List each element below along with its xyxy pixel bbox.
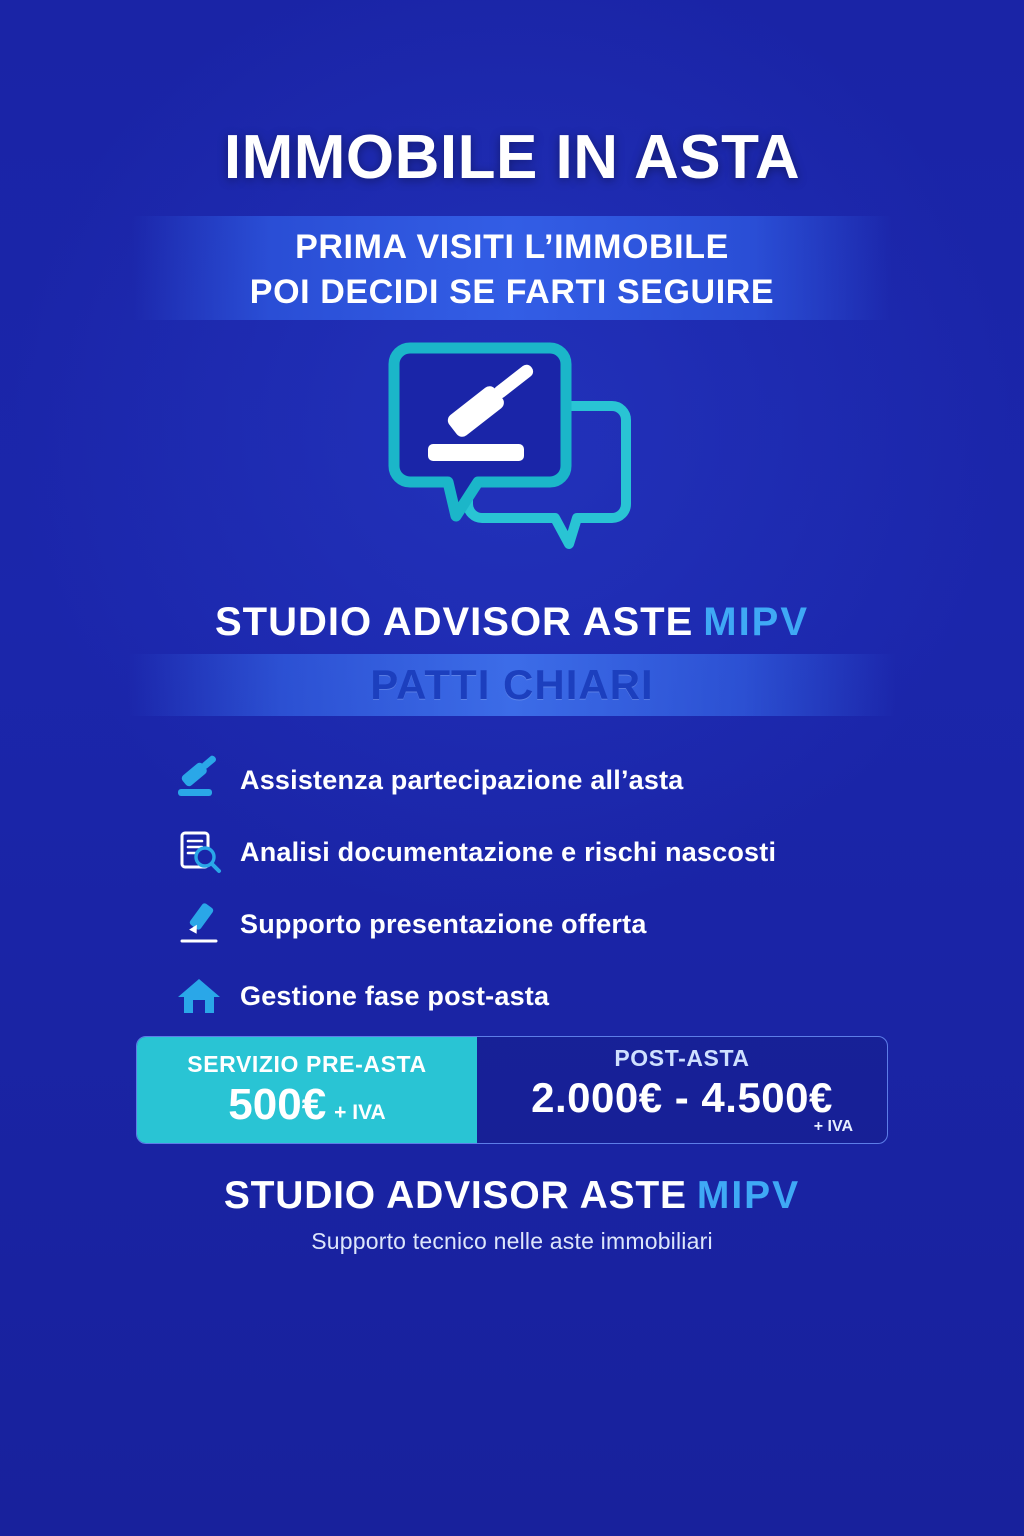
pricing-post-asta <box>477 1037 887 1143</box>
gavel-speech-bubble-icon <box>362 336 662 586</box>
brand-suffix: MIPV <box>703 600 810 644</box>
feature-label: Assistenza partecipazione all’asta <box>240 764 684 795</box>
logo <box>0 336 1024 586</box>
list-item <box>168 888 928 960</box>
list-item <box>168 960 928 1032</box>
brand-name: STUDIO ADVISOR ASTE <box>214 600 694 644</box>
document-search-icon <box>168 827 230 877</box>
gavel-icon <box>168 755 230 805</box>
pricing-post-amount: 2.000€ - 4.500€ <box>531 1073 833 1121</box>
pricing-pre-iva: + IVA <box>334 1100 386 1124</box>
subtitle-line-1: PRIMA VISITI L’IMMOBILE <box>295 228 729 266</box>
feature-label: Analisi documentazione e rischi nascosti <box>240 836 777 867</box>
subtitle-band <box>132 216 892 320</box>
pricing-pre-amount-row <box>228 1080 385 1130</box>
features-list <box>168 744 928 1032</box>
footer-tagline: Supporto tecnico nelle aste immobiliari <box>311 1228 713 1254</box>
pen-signature-icon <box>168 899 230 949</box>
feature-label: Gestione fase post-asta <box>240 980 550 1011</box>
pricing-post-label: POST-ASTA <box>614 1044 750 1071</box>
pricing-pre-asta <box>137 1037 477 1143</box>
list-item <box>168 744 928 816</box>
footer-brand-name: STUDIO ADVISOR ASTE <box>223 1174 687 1217</box>
list-item <box>168 816 928 888</box>
feature-label: Supporto presentazione offerta <box>240 908 647 939</box>
pricing-pre-amount: 500€ <box>228 1079 327 1129</box>
footer-brand-suffix: MIPV <box>696 1174 801 1217</box>
pricing-box <box>136 1036 888 1144</box>
brand-line <box>0 600 1024 645</box>
patti-chiari-band <box>128 654 896 716</box>
pricing-pre-label: SERVIZIO PRE-ASTA <box>187 1050 427 1077</box>
page-title: IMMOBILE IN ASTA <box>223 123 801 192</box>
footer-brand <box>0 1174 1024 1218</box>
house-icon <box>168 971 230 1021</box>
patti-chiari-label: PATTI CHIARI <box>370 661 654 708</box>
subtitle-line-2: POI DECIDI SE FARTI SEGUIRE <box>249 273 775 311</box>
pricing-post-iva: + IVA <box>813 1117 853 1135</box>
